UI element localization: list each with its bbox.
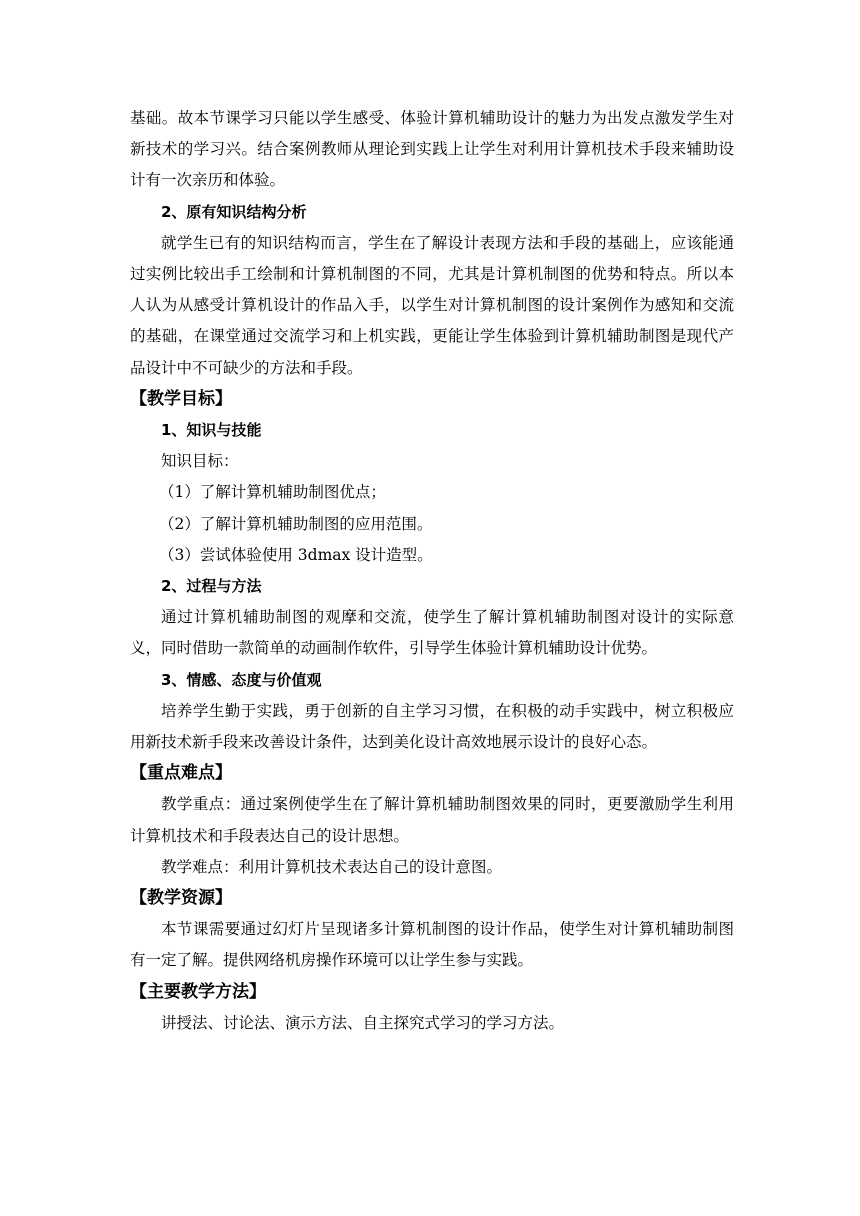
emotion-values-paragraph: 培养学生勤于实践，勇于创新的自主学习习惯，在积极的动手实践中，树立积极应用新技术新手段来改善设计条件，达到美化设计高效地展示设计的良好心态。 (130, 701, 734, 752)
resources-paragraph: 本节课需要通过幻灯片呈现诸多计算机制图的设计作品，使学生对计算机辅助制图有一定了解。提供网络机房操作环境可以让学生参与实践。 (130, 920, 734, 970)
key-difficult-section-title: 【重点难点】 (130, 763, 232, 784)
methods-section-title: 【主要教学方法】 (130, 981, 266, 1002)
knowledge-goal-label: 知识目标： (161, 452, 239, 471)
process-method-paragraph: 通过计算机辅助制图的观摩和交流，使学生了解计算机辅助制图对设计的实际意义，同时借助一款简单的动画制作软件，引导学生体验计算机辅助设计优势。 (130, 608, 734, 658)
goal-item-3: （3）尝试体验使用 3dmax 设计造型。 (159, 545, 433, 564)
intro-continued-paragraph: 基础。故本节课学习只能以学生感受、体验计算机辅助设计的魅力为出发点激发学生对新技术的学习兴。结合案例教师从理论到实践上让学生对利用计算机技术手段来辅助设计有一次亲历和体验。 (130, 109, 734, 190)
document-body (130, 103, 734, 1039)
goal-item-2: （2）了解计算机辅助制图的应用范围。 (159, 514, 433, 533)
key-point-paragraph: 教学重点：通过案例使学生在了解计算机辅助制图效果的同时，更要激励学生利用计算机技术和手段表达自己的设计思想。 (130, 795, 734, 845)
objectives-section-title: 【教学目标】 (130, 388, 232, 409)
knowledge-structure-paragraph: 就学生已有的知识结构而言，学生在了解设计表现方法和手段的基础上，应该能通过实例比较出手工绘制和计算机制图的不同，尤其是计算机制图的优势和特点。所以本人认为从感受计算机设计的作品入手，以学生对计算机制图的设计案例作为感知和交流的基础，在课堂通过交流学习和上机实践，更能让学生体验到计算机辅助制图是现代产品设计中不可缺少的方法和手段。 (130, 233, 734, 377)
resources-section-title: 【教学资源】 (130, 888, 232, 909)
methods-paragraph: 讲授法、讨论法、演示方法、自主探究式学习的学习方法。 (161, 1013, 565, 1032)
difficult-point-paragraph: 教学难点：利用计算机技术表达自己的设计意图。 (161, 857, 503, 876)
process-method-heading: 2、过程与方法 (161, 577, 262, 596)
emotion-values-heading: 3、情感、态度与价值观 (161, 670, 322, 689)
knowledge-structure-heading: 2、原有知识结构分析 (161, 202, 307, 221)
goal-item-1: （1）了解计算机辅助制图优点； (159, 483, 386, 502)
knowledge-skills-heading: 1、知识与技能 (161, 421, 262, 440)
